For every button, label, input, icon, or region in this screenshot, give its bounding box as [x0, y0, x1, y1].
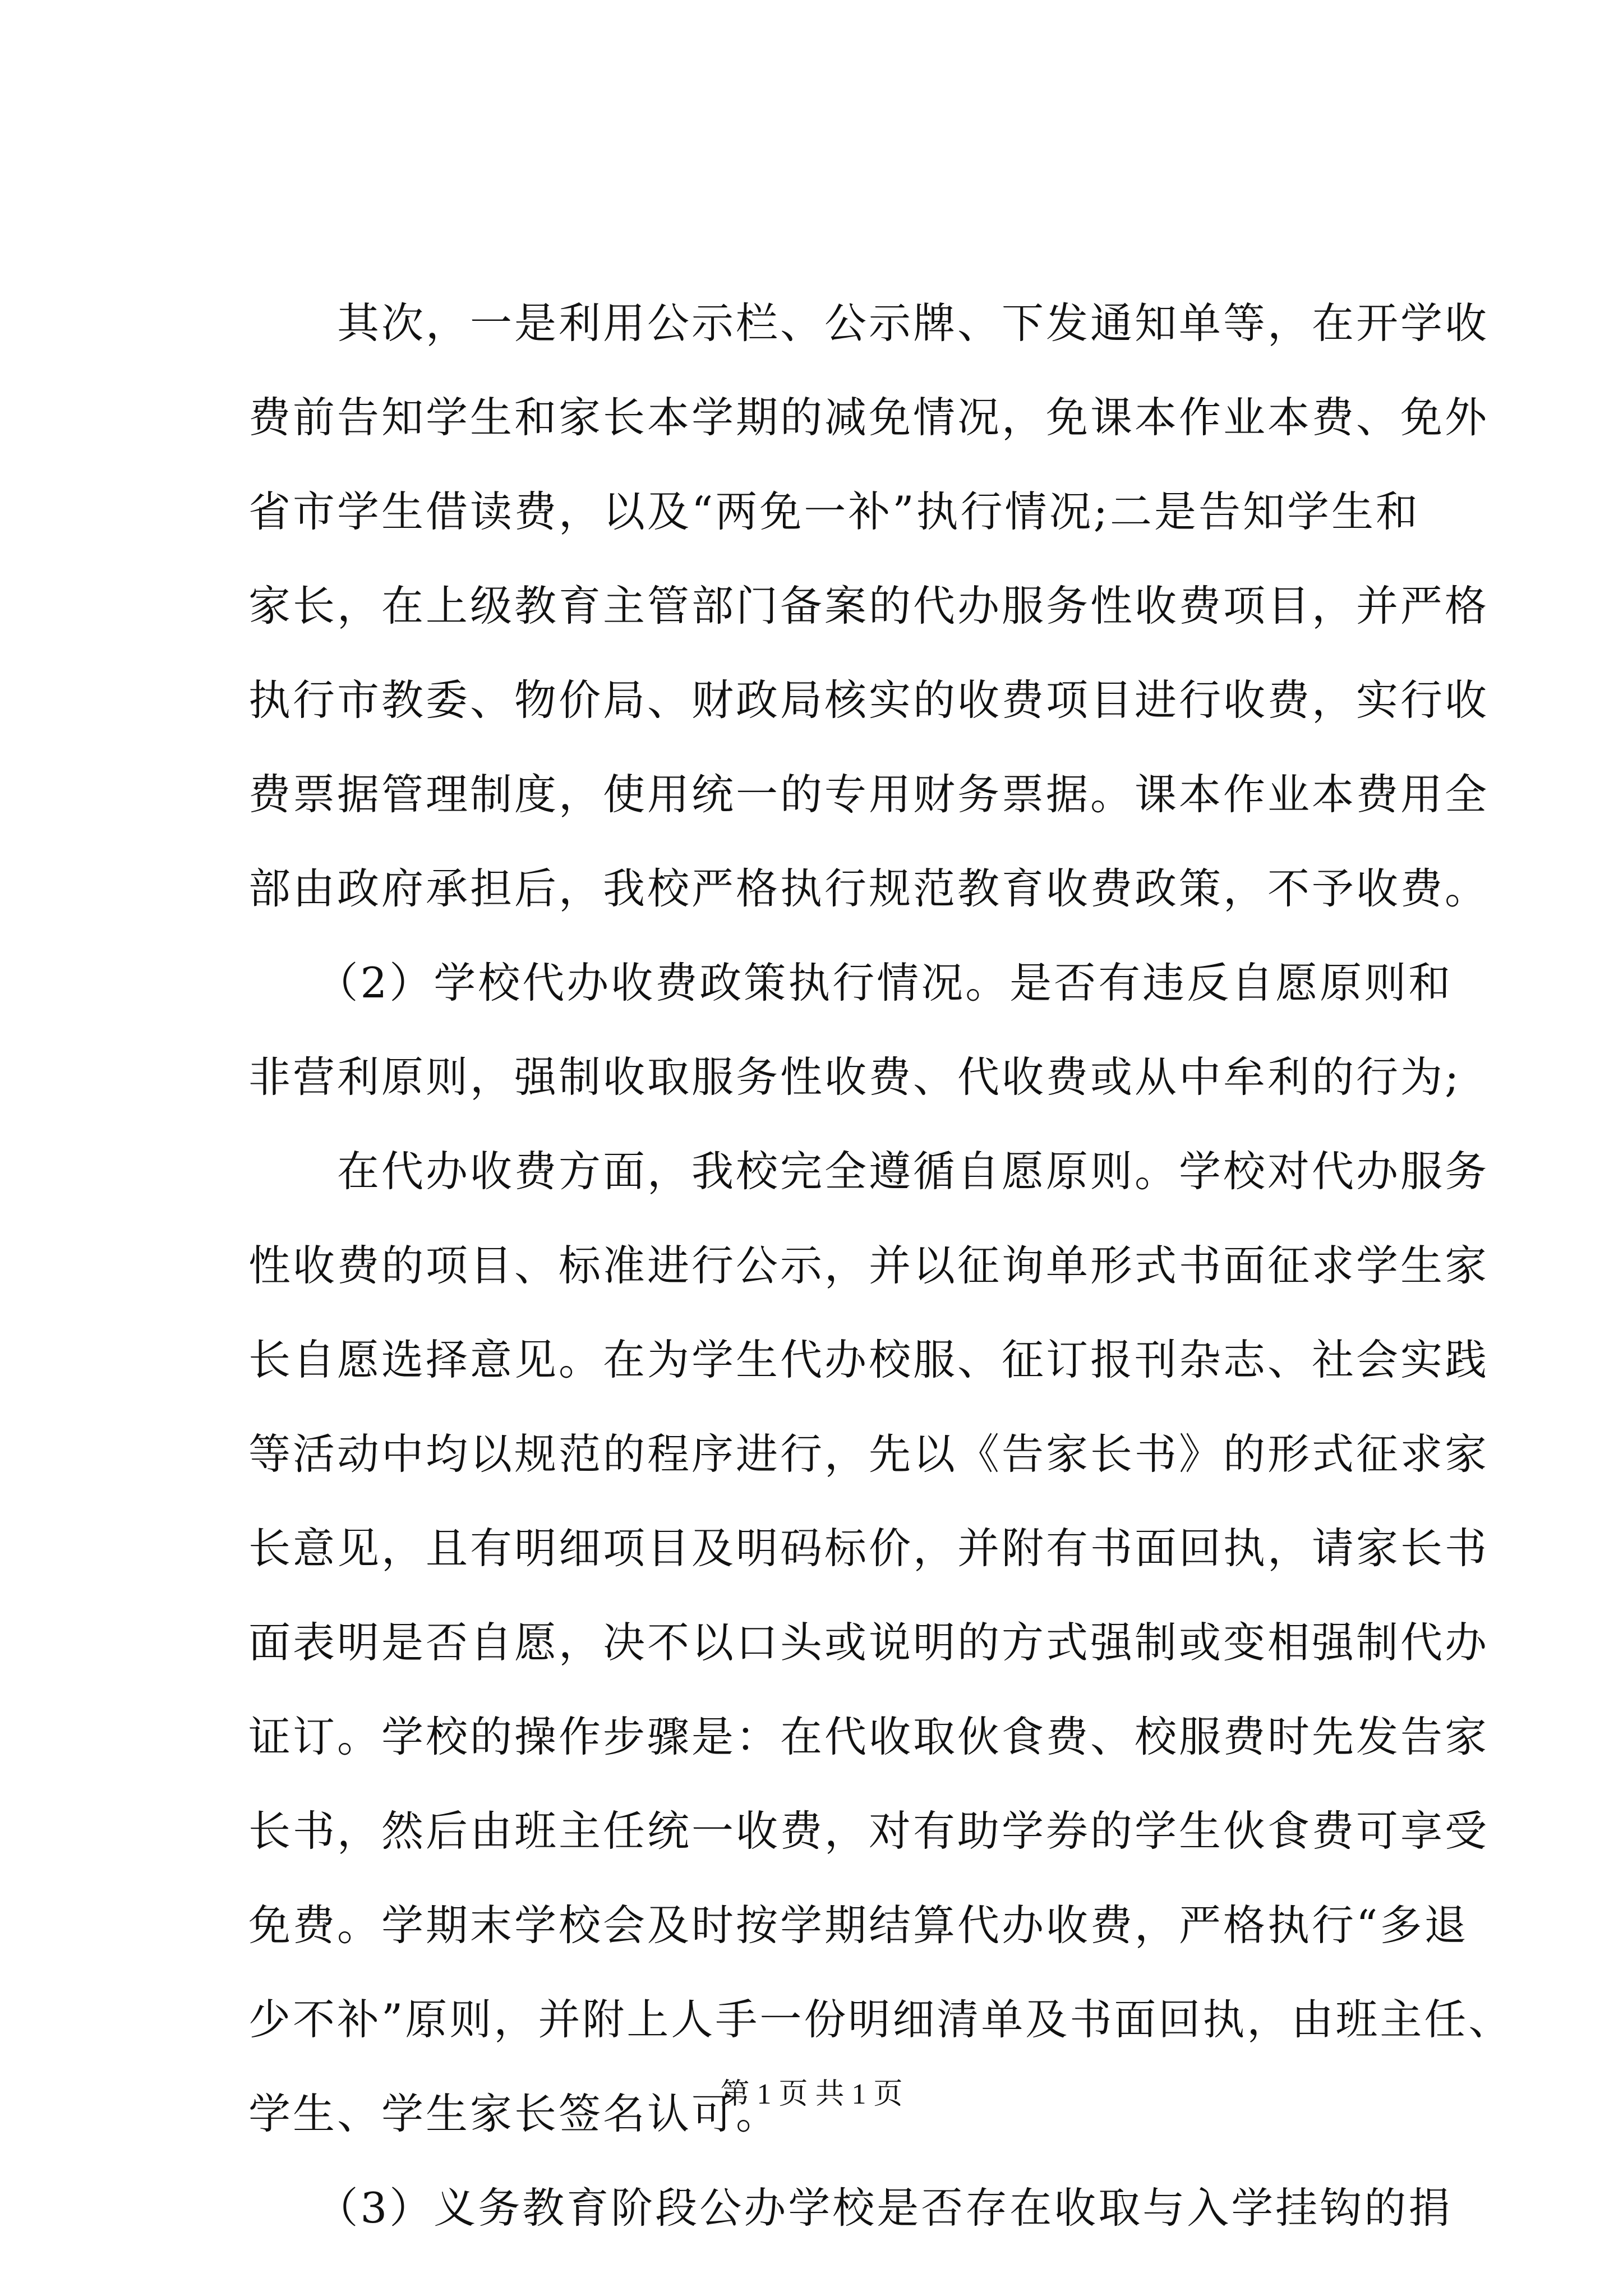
text-line: 等活动中均以规范的程序进行，先以《告家长书》的形式征求家: [248, 1429, 1490, 1479]
text-line: 长书，然后由班主任统一收费，对有助学券的学生伙食费可享受: [248, 1806, 1490, 1856]
page-footer: [0, 2070, 1623, 2112]
text-line: 其次，一是利用公示栏、公示牌、下发通知单等，在开学收: [248, 298, 1490, 348]
text-line: 家长，在上级教育主管部门备案的代办服务性收费项目，并严格: [248, 581, 1490, 631]
text-line: 长意见，且有明细项目及明码标价，并附有书面回执，请家长书: [248, 1524, 1490, 1573]
text-line: 非营利原则，强制收取服务性收费、代收费或从中牟利的行为;: [248, 1052, 1461, 1102]
text-line: 性收费的项目、标准进行公示，并以征询单形式书面征求学生家: [248, 1241, 1490, 1290]
text-line: 面表明是否自愿，决不以口头或说明的方式强制或变相强制代办: [248, 1618, 1490, 1667]
text-line: 费前告知学生和家长本学期的减免情况，免课本作业本费、免外: [248, 393, 1490, 442]
text-line: 执行市教委、物价局、财政局核实的收费项目进行收费，实行收: [248, 675, 1490, 725]
text-line: （3）义务教育阶段公办学校是否存在收取与入学挂钩的捐: [248, 2183, 1453, 2233]
text-line: 少不补”原则，并附上人手一份明细清单及书面回执，由班主任、: [248, 1995, 1513, 2044]
text-line: 证订。学校的操作步骤是：在代收取伙食费、校服费时先发告家: [248, 1712, 1490, 1761]
text-line: 费票据管理制度，使用统一的专用财务票据。课本作业本费用全: [248, 770, 1490, 819]
text-line: 部由政府承担后，我校严格执行规范教育收费政策，不予收费。: [248, 864, 1490, 913]
page-number-label: 第 1 页 共 1 页: [720, 2078, 903, 2110]
text-line: 省市学生借读费，以及“两免一补”执行情况;二是告知学生和: [248, 487, 1420, 536]
text-line: （2）学校代办收费政策执行情况。是否有违反自愿原则和: [248, 958, 1453, 1007]
text-line: 长自愿选择意见。在为学生代办校服、征订报刊杂志、社会实践: [248, 1335, 1490, 1384]
text-line: 免费。学期末学校会及时按学期结算代办收费，严格执行“多退: [248, 1901, 1469, 1950]
document-body: [248, 276, 1513, 2255]
text-line: 在代办收费方面，我校完全遵循自愿原则。学校对代办服务: [248, 1147, 1490, 1196]
text-line: 学生、学生家长签名认可。: [248, 2089, 781, 2138]
